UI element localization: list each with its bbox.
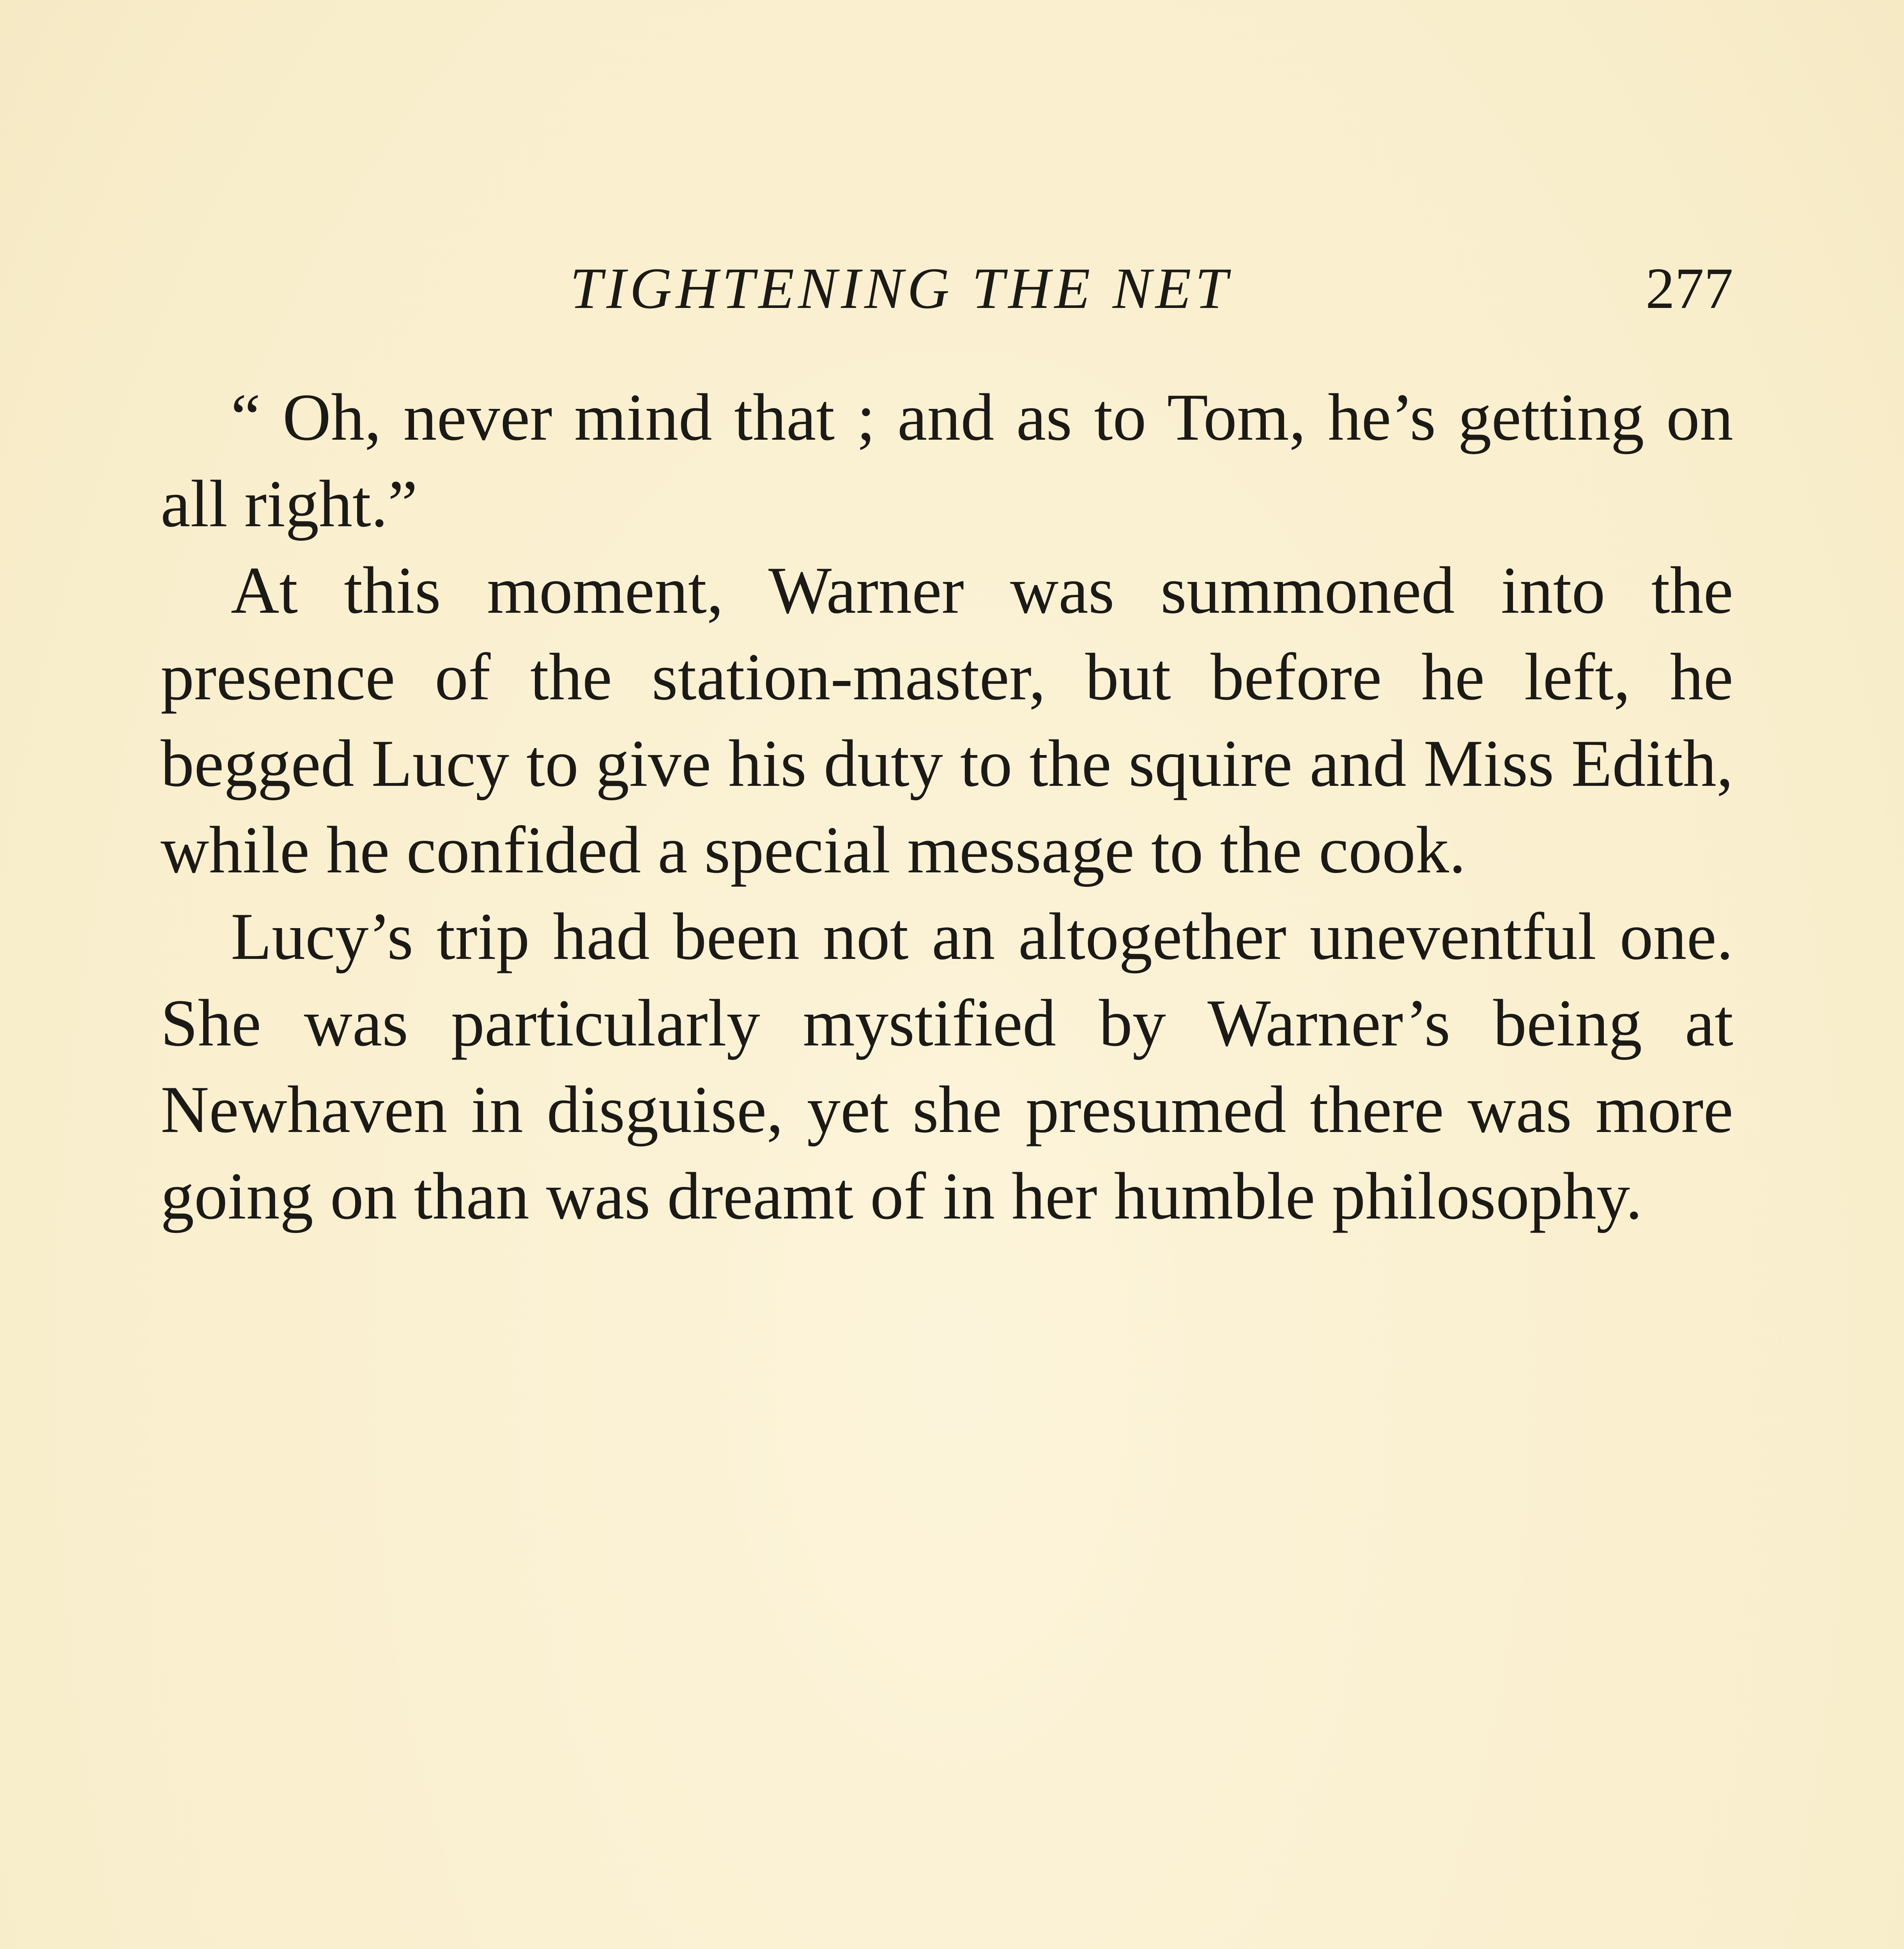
paragraph: At this moment, Warner was summoned into the presence of the station-master, but before he left, he begged Lucy to give his duty to the squire and Miss Edith, while he confided a special message to the cook.	[161, 554, 1733, 887]
running-title: TIGHTENING THE NET	[570, 256, 1232, 321]
page-number: 277	[1646, 256, 1733, 321]
paragraph: “ Oh, never mind that ; and as to Tom, he’s getting on all right.”	[161, 380, 1733, 541]
page-header	[161, 249, 1733, 327]
paragraph: Lucy’s trip had been not an altogether uneventful one. She was particularly mystified by Warner’s being at Newhaven in disguise, yet she presumed there was more going on than was dreamt of in her humble philosophy.	[161, 900, 1733, 1233]
body-text	[161, 374, 1733, 1240]
